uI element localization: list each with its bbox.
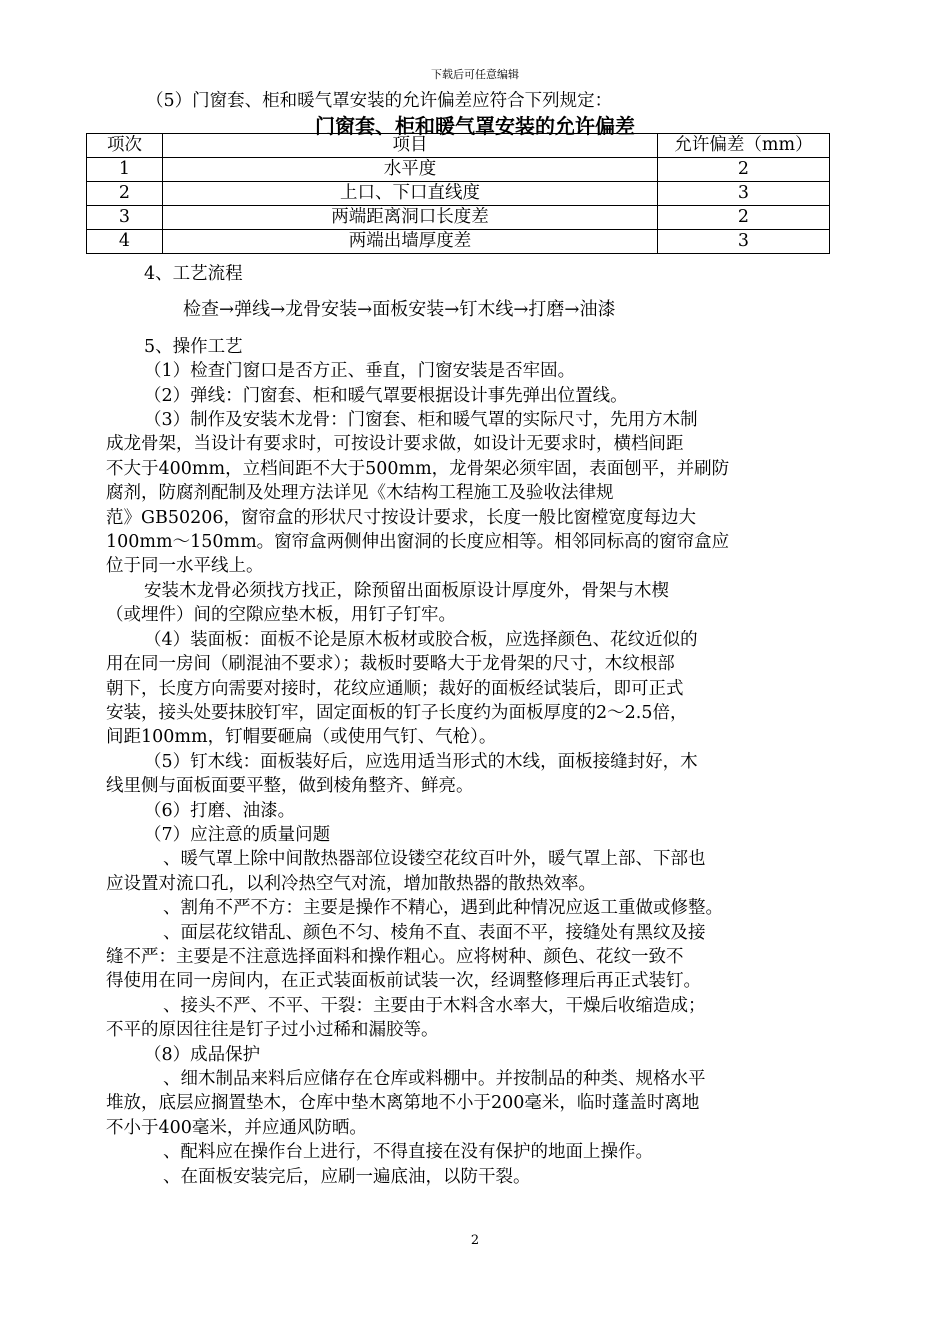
section-4-heading: 4、工艺流程: [144, 264, 243, 284]
text-line: 范》GB50206，窗帘盒的形状尺寸按设计要求，长度一般比窗樘宽度每边大: [106, 507, 697, 528]
table-title: 门窗套、柜和暖气罩安装的允许偏差: [315, 114, 635, 138]
text-line: 不小于400毫米，并应通风防晒。: [106, 1117, 367, 1138]
table-row: [87, 206, 830, 230]
table-row: [87, 182, 830, 206]
text-line: 、在面板安装完后，应刷一遍底油，以防干裂。: [163, 1166, 531, 1187]
document-body: [106, 262, 846, 1189]
table-header-row: [87, 134, 830, 158]
text-line: 不平的原因往往是钉子过小过稀和漏胶等。: [106, 1020, 439, 1041]
text-line: 腐剂，防腐剂配制及处理方法详见《木结构工程施工及验收法律规: [106, 483, 614, 504]
cell-item: 两端距离洞口长度差: [163, 206, 658, 230]
header-note: 下载后可任意编辑: [431, 68, 519, 81]
text-line: 、面层花纹错乱、颜色不匀、棱角不直、表面不平，接缝处有黑纹及接: [163, 922, 706, 943]
text-line: 100mm～150mm。窗帘盒两侧伸出窗洞的长度应相等。相邻同标高的窗帘盒应: [106, 532, 730, 553]
text-line: 成龙骨架，当设计有要求时，可按设计要求做，如设计无要求时，横档间距: [106, 434, 684, 455]
text-line: 、接头不严、不平、干裂：主要由于木料含水率大，干燥后收缩造成；: [163, 995, 706, 1016]
table-row: [87, 230, 830, 254]
text-line: （或埋件）间的空隙应垫木板，用钉子钉牢。: [106, 605, 456, 626]
text-line: （1）检查门窗口是否方正、垂直，门窗安装是否牢固。: [144, 361, 576, 382]
text-line: 不大于400mm，立档间距不大于500mm，龙骨架必须牢固，表面刨平，并刷防: [106, 458, 730, 479]
text-line: （7）应注意的质量问题: [144, 824, 331, 845]
text-line: 得使用在同一房间内，在正式装面板前试装一次，经调整修理后再正式装钉。: [106, 971, 701, 992]
text-line: 用在同一房间（刷混油不要求）；裁板时要略大于龙骨架的尺寸，木纹根部: [106, 654, 675, 675]
cell-tolerance: 2: [658, 158, 830, 182]
cell-item: 水平度: [163, 158, 658, 182]
cell-no: 4: [87, 230, 163, 254]
cell-item: 上口、下口直线度: [163, 182, 658, 206]
text-line: 安装木龙骨必须找方找正，除预留出面板原设计厚度外，骨架与木楔: [144, 580, 669, 601]
text-line: （8）成品保护: [144, 1044, 261, 1065]
table-row: [87, 158, 830, 182]
header-item-no: 项次: [87, 134, 163, 158]
text-line: 间距100mm，钉帽要砸扁（或使用气钉、气枪）。: [106, 727, 497, 748]
text-line: 、暖气罩上除中间散热器部位设镂空花纹百叶外，暖气罩上部、下部也: [163, 849, 706, 870]
text-line: （4）装面板：面板不论是原木板材或胶合板，应选择颜色、花纹近似的: [144, 629, 698, 650]
cell-tolerance: 3: [658, 230, 830, 254]
deviation-table: [86, 133, 830, 254]
text-line: 线里侧与面板面要平整，做到棱角整齐、鲜亮。: [106, 776, 474, 797]
text-line: 位于同一水平线上。: [106, 556, 264, 577]
cell-no: 1: [87, 158, 163, 182]
cell-tolerance: 2: [658, 206, 830, 230]
text-line: （3）制作及安装木龙骨：门窗套、柜和暖气罩的实际尺寸，先用方木制: [144, 410, 698, 431]
section-5-heading: 5、操作工艺: [144, 336, 243, 357]
text-line: 、细木制品来料后应储存在仓库或料棚中。并按制品的种类、规格水平: [163, 1069, 706, 1089]
text-line: 堆放，底层应搁置垫木，仓库中垫木离第地不小于200毫米，临时蓬盖时离地: [106, 1093, 700, 1114]
process-flow: 检查→弹线→龙骨安装→面板安装→钉木线→打磨→油漆: [183, 299, 616, 321]
header-item: 项目: [163, 134, 658, 158]
text-line: 缝不严：主要是不注意选择面料和操作粗心。应将树种、颜色、花纹一致不: [106, 946, 684, 967]
cell-no: 3: [87, 206, 163, 230]
text-line: （2）弹线：门窗套、柜和暖气罩要根据设计事先弹出位置线。: [144, 385, 628, 406]
text-line: 安装，接头处要抹胶钉牢，固定面板的钉子长度约为面板厚度的2～2.5倍，: [106, 702, 688, 723]
text-line: （6）打磨、油漆。: [144, 800, 296, 821]
header-tolerance: 允许偏差（mm）: [658, 134, 830, 158]
intro-paragraph: （5）门窗套、柜和暖气罩安装的允许偏差应符合下列规定：: [146, 91, 613, 111]
cell-item: 两端出墙厚度差: [163, 230, 658, 254]
text-line: 、配料应在操作台上进行，不得直接在没有保护的地面上操作。: [163, 1142, 653, 1163]
text-line: （5）钉木线：面板装好后，应选用适当形式的木线，面板接缝封好，木: [144, 751, 698, 772]
cell-tolerance: 3: [658, 182, 830, 206]
text-line: 应设置对流口孔，以利冷热空气对流，增加散热器的散热效率。: [106, 873, 596, 894]
cell-no: 2: [87, 182, 163, 206]
page-number: 2: [470, 1233, 480, 1248]
text-line: 朝下，长度方向需要对接时，花纹应通顺；裁好的面板经试装后，即可正式: [106, 678, 684, 699]
text-line: 、割角不严不方：主要是操作不精心，遇到此种情况应返工重做或修整。: [163, 898, 723, 919]
